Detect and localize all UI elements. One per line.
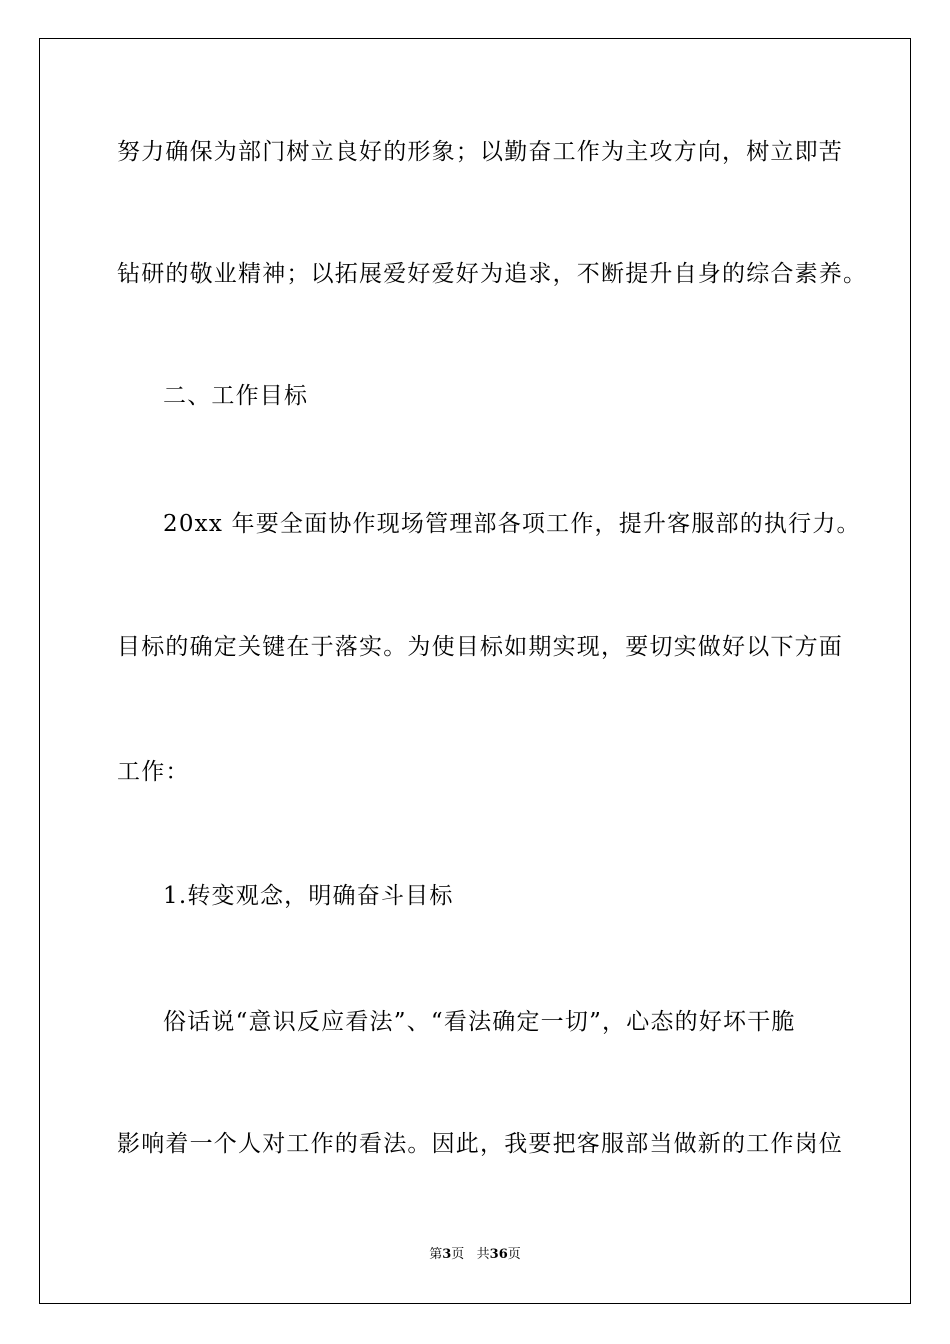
body-text-line: 钻研的敬业精神；以拓展爱好爱好为追求，不断提升自身的综合素养。 xyxy=(117,261,868,287)
subsection-heading: 1.转变观念，明确奋斗目标 xyxy=(163,883,454,909)
footer-suffix: 页 xyxy=(507,1247,521,1262)
body-text-line: 20xx 年要全面协作现场管理部各项工作，提升客服部的执行力。 xyxy=(163,511,861,537)
current-page-number: 3 xyxy=(442,1247,452,1262)
body-text-line: 努力确保为部门树立良好的形象；以勤奋工作为主攻方向，树立即苦 xyxy=(117,139,843,165)
body-text-line: 目标的确定关键在于落实。为使目标如期实现，要切实做好以下方面 xyxy=(117,634,843,660)
section-heading: 二、工作目标 xyxy=(163,383,309,409)
total-pages-number: 36 xyxy=(489,1247,508,1262)
body-text-line: 俗话说“意识反应看法”、“看法确定一切”，心态的好坏干脆 xyxy=(163,1009,796,1035)
footer-mid: 页 共 xyxy=(451,1247,490,1262)
body-text-line: 影响着一个人对工作的看法。因此，我要把客服部当做新的工作岗位 xyxy=(117,1131,843,1157)
body-text-line: 工作： xyxy=(117,759,190,785)
page-border xyxy=(39,38,911,1304)
page-footer xyxy=(0,1246,950,1264)
footer-prefix: 第 xyxy=(429,1247,443,1262)
